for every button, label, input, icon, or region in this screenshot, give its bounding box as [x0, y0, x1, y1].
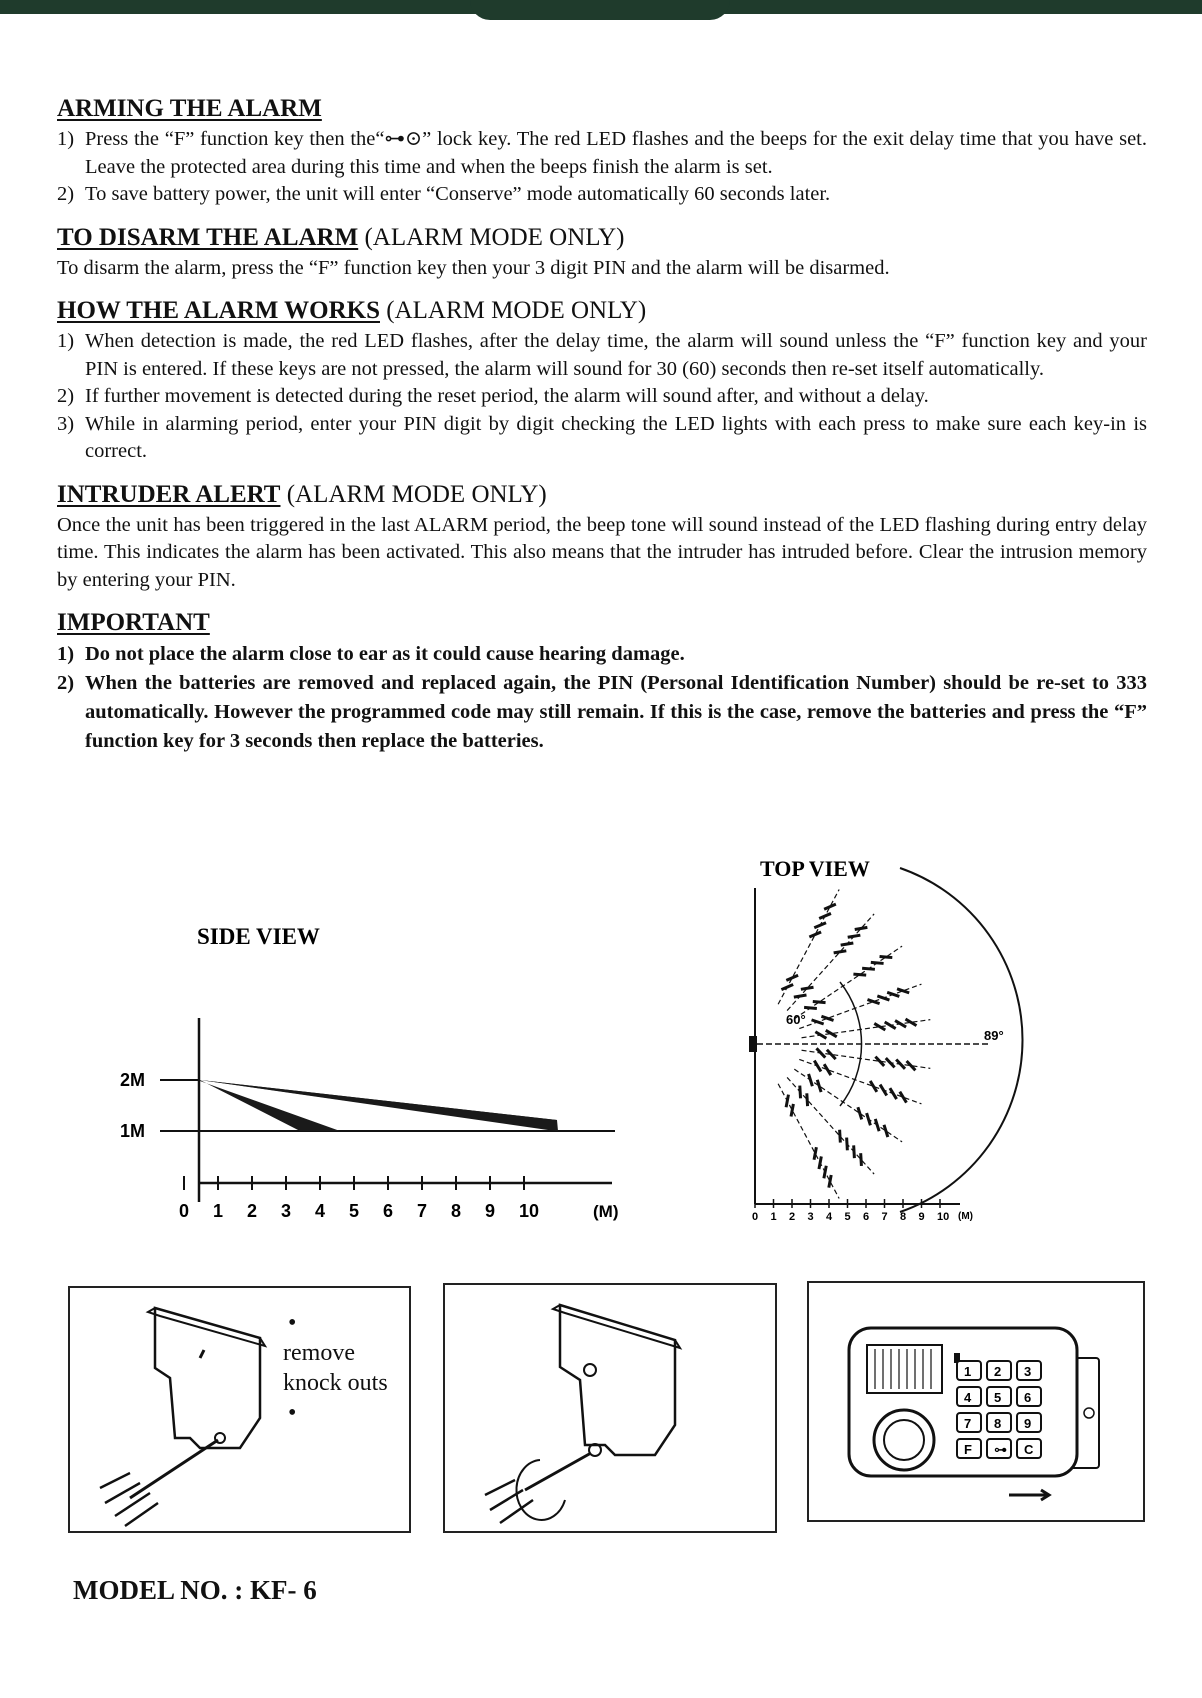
beam-segment	[781, 985, 793, 990]
keypad-key-label: 2	[994, 1364, 1002, 1379]
beam-segment	[814, 1147, 816, 1160]
side-view-diagram	[100, 920, 640, 1240]
x-tick-label: 6	[383, 1201, 394, 1221]
x-tick-label: 2	[789, 1211, 796, 1223]
install-frame-2	[443, 1283, 777, 1533]
list-item: 2) If further movement is detected during the reset period, the alarm will sound after, and without a delay.	[57, 385, 929, 407]
beam-segment	[900, 1092, 907, 1103]
x-tick-label: 1	[213, 1201, 224, 1221]
beam-segment	[848, 935, 861, 937]
keypad-key-label: 3	[1024, 1364, 1032, 1379]
beam-segment	[871, 962, 884, 963]
instructions-text	[57, 94, 1147, 770]
top-view-x-ticks	[752, 1199, 949, 1223]
side-view-unit: (M)	[593, 1202, 619, 1221]
how-list	[57, 328, 1147, 466]
beam-segment	[804, 1007, 817, 1008]
list-item: 1) Press the “F” function key then the“⊶⊙” lock key. The red LED flashes and the beeps for the exit delay time that you have set. Leave the protected area during this time and when the beeps finish the alarm is set.	[57, 128, 1147, 178]
beam-segment	[854, 1145, 855, 1158]
beam-segment	[814, 1061, 821, 1072]
install-note	[283, 1308, 388, 1428]
screwdriver-shaft	[130, 1440, 218, 1498]
bracket-lip	[148, 1308, 265, 1346]
beam-segment	[870, 1081, 877, 1092]
x-tick-label: 8	[900, 1211, 907, 1223]
section-disarm	[57, 223, 1147, 283]
beam-segment	[813, 1002, 826, 1003]
keypad-key-label: C	[1024, 1442, 1034, 1457]
keypad-key-label: 4	[964, 1390, 972, 1405]
beam-segment	[791, 1104, 793, 1117]
x-tick-label: 10	[937, 1211, 950, 1223]
side-view-title: SIDE VIEW	[197, 924, 320, 949]
x-tick-label: 8	[451, 1201, 462, 1221]
beam-segment	[861, 1153, 862, 1166]
beam-segment	[884, 1125, 888, 1137]
beam-segment	[858, 1107, 862, 1119]
heading-intruder: INTRUDER ALERT (ALARM MODE ONLY)	[57, 480, 547, 508]
beam-segment	[875, 1119, 879, 1131]
keypad-key-label: 6	[1024, 1390, 1032, 1405]
beam-segment	[877, 996, 889, 1000]
beam-segment	[809, 1074, 813, 1086]
x-tick-label: 9	[485, 1201, 496, 1221]
detection-beam-short	[200, 1080, 340, 1131]
section-important	[57, 608, 1147, 756]
x-tick-label: 7	[417, 1201, 428, 1221]
note-line-2: knock outs	[283, 1370, 388, 1396]
beam-segment	[794, 995, 807, 997]
x-tick-label: 10	[519, 1201, 540, 1221]
beam-segment	[824, 904, 836, 909]
list-item: 2) To save battery power, the unit will enter “Conserve” mode automatically 60 seconds later.	[57, 183, 831, 205]
beam-segment	[847, 1138, 848, 1151]
x-tick-label: 5	[349, 1201, 360, 1221]
keypad-key-label: 5	[994, 1390, 1002, 1405]
heading-arming: ARMING THE ALARM	[57, 95, 322, 122]
install-frame-3	[807, 1281, 1145, 1522]
beam-segment	[840, 1130, 841, 1143]
x-tick-label: 7	[881, 1211, 888, 1223]
beam-segment	[824, 1166, 826, 1179]
x-tick-label: 5	[844, 1211, 851, 1223]
beam-segment	[786, 1095, 788, 1108]
beam-segment	[890, 1088, 897, 1099]
note-line-1: remove	[283, 1340, 355, 1366]
model-number: MODEL NO. : KF- 6	[73, 1575, 317, 1605]
heading-important: IMPORTANT	[57, 609, 210, 636]
beam-segment	[809, 932, 821, 937]
x-tick-label: 0	[752, 1211, 759, 1223]
beam-segment	[815, 1032, 826, 1039]
install-frame-1	[68, 1286, 411, 1533]
x-tick-label: 6	[863, 1211, 870, 1223]
x-tick-label: 2	[247, 1201, 258, 1221]
heading-how: HOW THE ALARM WORKS (ALARM MODE ONLY)	[57, 297, 647, 324]
outer-range-arc	[900, 868, 1023, 1212]
list-item: 3) While in alarming period, enter your PIN digit by digit checking the LED lights with each press to make sure each key-in is correct.	[57, 412, 1147, 462]
intruder-text: Once the unit has been triggered in the last ALARM period, the beep tone will sound instead of the LED flashing during entry delay time. This indicates the alarm has been activated. This also means that the intruder has intruded before. Clear the intrusion memory by entering your PIN.	[57, 513, 1147, 591]
keypad-key-label: F	[964, 1442, 972, 1457]
section-how	[57, 296, 1147, 466]
heading-disarm: TO DISARM THE ALARM (ALARM MODE ONLY)	[57, 223, 625, 251]
beam-segment	[819, 913, 831, 918]
beam-segment	[807, 1093, 808, 1106]
top-view-diagram	[740, 852, 1040, 1232]
beam-segment	[824, 1064, 831, 1075]
beam-segment	[880, 957, 893, 958]
alarm-unit-front-illustration	[809, 1283, 1143, 1520]
screwdriver-shaft	[525, 1453, 591, 1490]
top-edge-notch	[470, 0, 730, 20]
screw-top	[584, 1364, 596, 1376]
beam-segment	[867, 1113, 871, 1125]
keypad-key-label: 8	[994, 1416, 1002, 1431]
arming-list	[57, 126, 1147, 209]
x-tick-label: 0	[179, 1201, 190, 1221]
x-tick-label: 3	[807, 1211, 814, 1223]
x-tick-label: 4	[315, 1201, 326, 1221]
top-view-beams	[778, 889, 930, 1198]
bracket-lip	[553, 1305, 680, 1348]
section-arming	[57, 94, 1147, 209]
keypad-key-label: ⊶	[994, 1442, 1007, 1457]
knockout-mark	[200, 1350, 204, 1358]
bracket-mounting-illustration	[445, 1285, 775, 1531]
list-item: 2) When the batteries are removed and replaced again, the PIN (Personal Identification Number) should be re-set to 333 automatically. However the programmed code may still remain. If this is the case, remove the batteries and press the “F” function key for 3 seconds then replace the batteries.	[57, 672, 1147, 752]
beam-segment	[841, 943, 854, 945]
section-intruder	[57, 480, 1147, 595]
beam-segment	[801, 987, 814, 989]
x-tick-label: 9	[918, 1211, 925, 1223]
beam-segment	[855, 927, 868, 929]
list-item: 1) When detection is made, the red LED flashes, after the delay time, the alarm will sound unless the “F” function key and your PIN is entered. If these keys are not pressed, the alarm will sound for 30 (60) seconds then re-set itself automatically.	[57, 330, 1147, 380]
angle-label-outer: 89°	[984, 1028, 1004, 1043]
beam-segment	[786, 975, 798, 980]
keypad-key-label: 7	[964, 1416, 972, 1431]
x-tick-label: 4	[826, 1211, 833, 1223]
y-label-2m: 2M	[120, 1070, 146, 1090]
keypad-key-label: 9	[1024, 1416, 1032, 1431]
rotation-arrow-icon	[516, 1460, 565, 1520]
beam-segment	[829, 1175, 831, 1188]
top-view-title: TOP VIEW	[760, 856, 870, 881]
keypad-key-label: 1	[964, 1364, 972, 1379]
list-item: 1) Do not place the alarm close to ear as it could cause hearing damage.	[57, 643, 685, 665]
beam-segment	[853, 974, 866, 975]
x-tick-label: 3	[281, 1201, 292, 1221]
important-list	[57, 640, 1147, 756]
beam-segment	[834, 951, 847, 953]
beam-segment	[812, 1020, 824, 1024]
beam-segment	[800, 1086, 801, 1099]
hand-icon	[485, 1480, 533, 1523]
beam-segment	[862, 968, 875, 969]
bullet-dot: •	[288, 1400, 297, 1426]
bracket-outline	[560, 1305, 675, 1455]
beam-segment	[819, 1156, 821, 1169]
y-label-1m: 1M	[120, 1121, 146, 1141]
angle-label-inner: 60°	[786, 1012, 806, 1027]
top-view-unit: (M)	[958, 1211, 973, 1222]
disarm-text: To disarm the alarm, press the “F” function key then your 3 digit PIN and the alarm will be disarmed.	[57, 256, 890, 279]
beam-segment	[817, 1080, 821, 1092]
slide-arrow-icon	[1009, 1490, 1049, 1500]
bullet-dot: •	[288, 1310, 297, 1336]
sensor-unit	[749, 1036, 757, 1052]
beam-segment	[814, 923, 826, 928]
x-tick-label: 1	[770, 1211, 777, 1223]
siren-speaker-inner	[884, 1420, 924, 1460]
beam-segment	[880, 1085, 887, 1096]
beam-segment	[885, 1022, 896, 1029]
hand-icon	[100, 1473, 158, 1526]
